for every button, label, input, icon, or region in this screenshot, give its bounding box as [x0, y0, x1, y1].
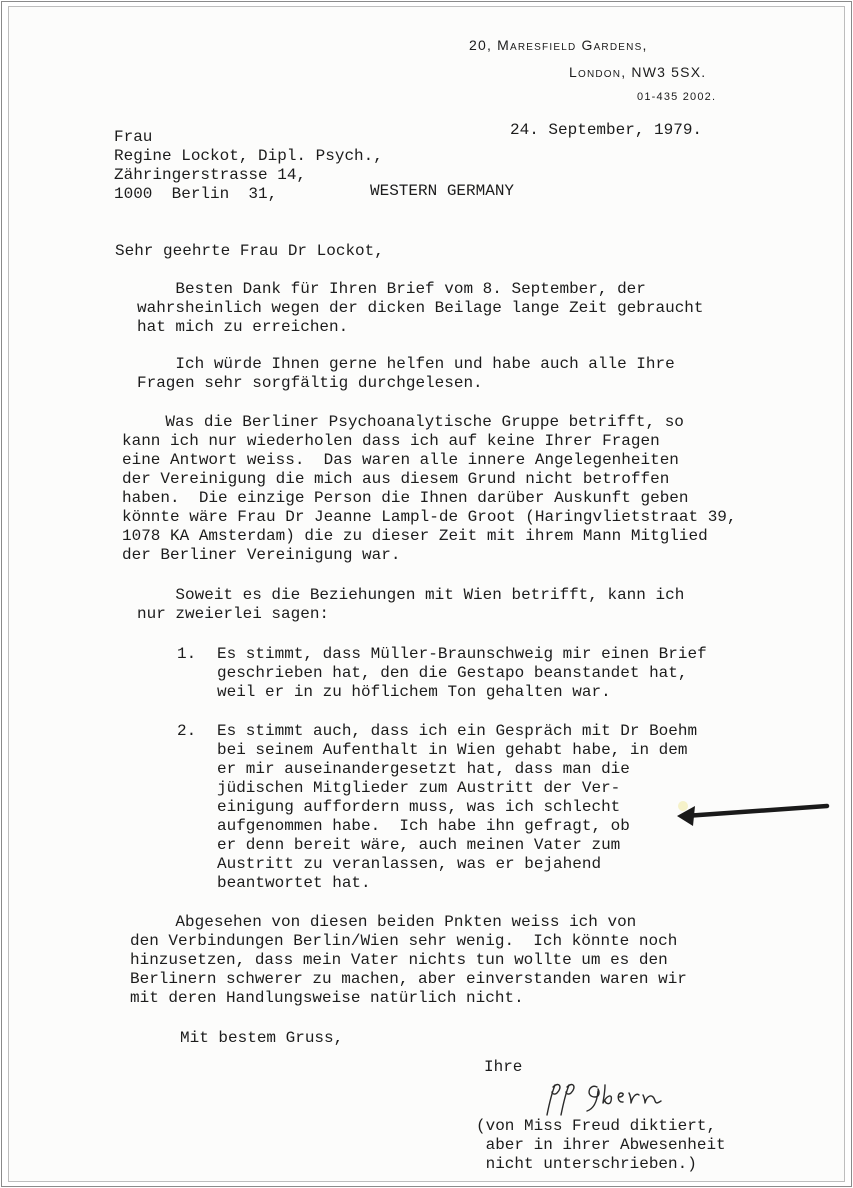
paragraph-4-line: Soweit es die Beziehungen mit Wien betrifft, kann ich	[137, 586, 685, 604]
recipient-line3: Zähringerstrasse 14,	[114, 166, 307, 184]
paragraph-3-line: 1078 KA Amsterdam) die zu dieser Zeit mit ihrem Mann Mitglied	[122, 527, 708, 545]
paragraph-1-line: wahrsheinlich wegen der dicken Beilage lange Zeit gebraucht	[137, 299, 704, 317]
point-2-number: 2.	[177, 722, 197, 740]
point-2-line: er denn bereit wäre, auch meinen Vater zum	[217, 836, 621, 854]
paragraph-3-line: eine Antwort weiss. Das waren alle innere Angelegenheiten	[122, 451, 679, 469]
point-1-line: weil er in zu höflichem Ton gehalten war.	[217, 683, 611, 701]
letterhead-address-line1: 20, Maresfield Gardens,	[469, 37, 648, 53]
paragraph-3-line: Was die Berliner Psychoanalytische Gruppe betrifft, so	[127, 413, 684, 431]
note-line: aber in ihrer Abwesenheit	[476, 1136, 726, 1154]
handwritten-signature	[545, 1075, 675, 1119]
paragraph-3-line: könnte wäre Frau Dr Jeanne Lampl-de Groot (Haringvlietstraat 39,	[122, 508, 737, 526]
point-1-number: 1.	[177, 645, 197, 663]
closing-paragraph-line: den Verbindungen Berlin/Wien sehr wenig. Ich könnte noch	[130, 932, 678, 950]
arrow-annotation-icon	[673, 800, 833, 830]
paragraph-4-line: nur zweierlei sagen:	[137, 605, 330, 623]
salutation: Sehr geehrte Frau Dr Lockot,	[115, 242, 384, 260]
point-1-line: geschrieben hat, den die Gestapo beanstandet hat,	[217, 664, 688, 682]
point-2-line: Es stimmt auch, dass ich ein Gespräch mit Dr Boehm	[217, 722, 698, 740]
point-2-line: beantwortet hat.	[217, 874, 371, 892]
paragraph-1-line: Besten Dank für Ihren Brief vom 8. September, der	[137, 280, 646, 298]
recipient-country: WESTERN GERMANY	[370, 182, 515, 200]
note-line: nicht unterschrieben.)	[476, 1155, 697, 1173]
closing-paragraph-line: mit deren Handlungsweise natürlich nicht.	[130, 989, 524, 1007]
letterhead-address-line2: London, NW3 5SX.	[569, 64, 707, 80]
point-2-line: einigung auffordern muss, was ich schlecht	[217, 798, 621, 816]
paragraph-3-line: der Vereinigung die mich aus diesem Grund nicht betroffen	[122, 470, 670, 488]
recipient-line2: Regine Lockot, Dipl. Psych.,	[114, 147, 383, 165]
paragraph-3-line: haben. Die einzige Person die Ihnen darüber Auskunft geben	[122, 489, 689, 507]
letterhead-phone: 01-435 2002.	[637, 91, 717, 103]
closing-paragraph-line: hinzusetzen, dass mein Vater nichts tun wollte um es den	[130, 951, 668, 969]
letter-date: 24. September, 1979.	[510, 121, 703, 139]
recipient-line4: 1000 Berlin 31,	[114, 185, 278, 203]
point-1-line: Es stimmt, dass Müller-Braunschweig mir einen Brief	[217, 645, 707, 663]
closing-paragraph-line: Abgesehen von diesen beiden Pnkten weiss ich von	[137, 913, 637, 931]
note-line: (von Miss Freud diktiert,	[476, 1117, 717, 1135]
recipient-line1: Frau	[114, 128, 153, 146]
ihre-closing: Ihre	[484, 1058, 523, 1076]
closing-paragraph-line: Berlinern schwerer zu machen, aber einverstanden waren wir	[130, 970, 687, 988]
paragraph-2-line: Fragen sehr sorgfältig durchgelesen.	[137, 374, 483, 392]
point-2-line: bei seinem Aufenthalt in Wien gehabt habe, in dem	[217, 741, 688, 759]
point-2-line: er mir auseinandergesetzt hat, dass man die	[217, 760, 630, 778]
paragraph-2-line: Ich würde Ihnen gerne helfen und habe auch alle Ihre	[137, 355, 675, 373]
paragraph-3-line: der Berliner Vereinigung war.	[122, 546, 401, 564]
point-2-line: Austritt zu veranlassen, was er bejahend	[217, 855, 602, 873]
greeting: Mit bestem Gruss,	[180, 1029, 344, 1047]
point-2-line: aufgenommen habe. Ich habe ihn gefragt, ob	[217, 817, 630, 835]
point-2-line: jüdischen Mitglieder zum Austritt der Ver-	[217, 779, 621, 797]
paragraph-1-line: hat mich zu erreichen.	[137, 318, 349, 336]
paragraph-3-line: kann ich nur wiederholen dass ich auf keine Ihrer Fragen	[122, 432, 660, 450]
